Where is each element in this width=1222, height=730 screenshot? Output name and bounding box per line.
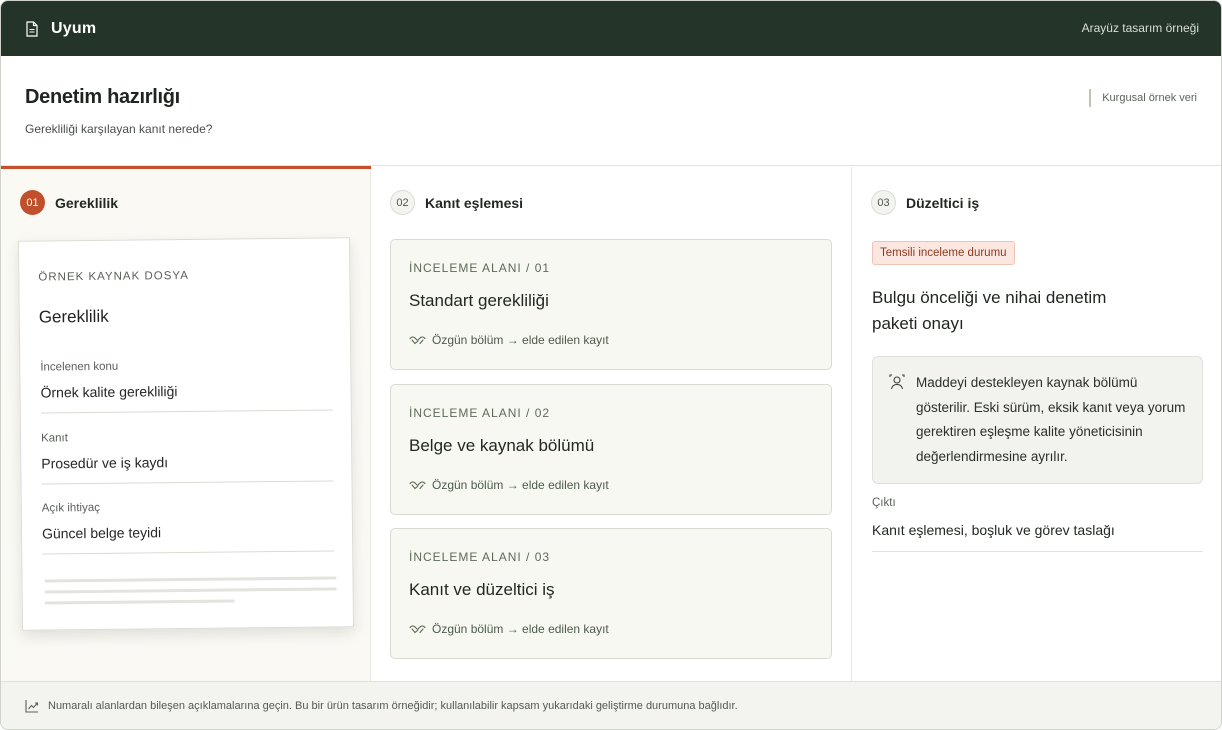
step-number: 02 bbox=[390, 190, 415, 215]
footer-text: Numaralı alanlardan bileşen açıklamalarına geçin. Bu bir ürün tasarım örneğidir; kullanılabilir kapsam yukarıdaki geliştirme durumuna bağlıdır. bbox=[48, 699, 738, 712]
output-label: Çıktı bbox=[872, 497, 896, 509]
field-label: İncelenen konu bbox=[40, 360, 119, 374]
review-area-card[interactable] bbox=[390, 528, 832, 659]
review-link-text: Özgün bölüm → elde edilen kayıt bbox=[432, 478, 609, 492]
paper-kicker: ÖRNEK KAYNAK DOSYA bbox=[38, 269, 189, 284]
placeholder-line bbox=[45, 599, 235, 604]
review-area-card[interactable] bbox=[390, 384, 832, 515]
review-link[interactable] bbox=[409, 478, 609, 492]
trend-icon bbox=[25, 699, 39, 713]
step-header-03[interactable] bbox=[871, 190, 979, 215]
review-link[interactable] bbox=[409, 333, 609, 347]
page-header bbox=[1, 56, 1221, 166]
page-subtitle: Gerekliliği karşılayan kanıt nerede? bbox=[25, 122, 213, 136]
paper-field bbox=[40, 358, 333, 413]
source-document-card bbox=[18, 237, 354, 630]
step-number: 01 bbox=[20, 190, 45, 215]
output-value: Kanıt eşlemesi, boşluk ve görev taslağı bbox=[872, 522, 1203, 552]
top-bar bbox=[1, 1, 1221, 56]
review-title: Kanıt ve düzeltici iş bbox=[409, 580, 555, 599]
field-label: Açık ihtiyaç bbox=[41, 501, 101, 515]
paper-field bbox=[42, 499, 335, 554]
paper-title: Gereklilik bbox=[38, 306, 109, 327]
step-column-corrective bbox=[852, 167, 1221, 681]
review-area-card[interactable] bbox=[390, 239, 832, 370]
placeholder-line bbox=[45, 576, 337, 582]
placeholder-line bbox=[45, 587, 337, 593]
field-value: Güncel belge teyidi bbox=[41, 524, 162, 542]
link-icon bbox=[409, 334, 426, 346]
step-number: 03 bbox=[871, 190, 896, 215]
review-kicker: İNCELEME ALANI / 02 bbox=[409, 406, 551, 420]
step-title: Düzeltici iş bbox=[906, 194, 980, 211]
app-tagline: Arayüz tasarım örneği bbox=[1081, 21, 1199, 35]
step-header-02[interactable] bbox=[390, 190, 523, 215]
status-badge: Temsili inceleme durumu bbox=[872, 241, 1015, 265]
field-value: Prosedür ve iş kaydı bbox=[41, 454, 169, 472]
review-kicker: İNCELEME ALANI / 01 bbox=[409, 261, 551, 275]
step-title: Gereklilik bbox=[55, 194, 119, 211]
step-column-requirement bbox=[1, 167, 371, 681]
paper-field bbox=[41, 429, 334, 484]
review-title: Standart gerekliliği bbox=[409, 291, 549, 310]
reviewer-icon bbox=[888, 373, 906, 391]
sample-data-badge: Kurgusal örnek veri bbox=[1089, 89, 1197, 107]
review-kicker: İNCELEME ALANI / 03 bbox=[409, 550, 551, 564]
step-title: Kanıt eşlemesi bbox=[425, 194, 524, 211]
app-name: Uyum bbox=[51, 19, 97, 37]
review-link[interactable] bbox=[409, 622, 609, 636]
review-link-text: Özgün bölüm → elde edilen kayıt bbox=[432, 333, 609, 347]
field-label: Kanıt bbox=[40, 432, 68, 445]
footer bbox=[1, 681, 1221, 729]
corrective-heading: Bulgu önceliği ve nihai denetim paketi onayı bbox=[872, 288, 1107, 333]
review-note bbox=[872, 356, 1203, 484]
brand[interactable] bbox=[25, 20, 96, 38]
document-icon bbox=[25, 21, 39, 37]
field-value: Örnek kalite gerekliliği bbox=[40, 383, 178, 401]
step-column-evidence bbox=[371, 167, 852, 681]
review-title: Belge ve kaynak bölümü bbox=[409, 436, 595, 455]
link-icon bbox=[409, 479, 426, 491]
step-header-01[interactable] bbox=[20, 190, 118, 215]
active-step-indicator bbox=[1, 166, 371, 169]
note-text: Maddeyi destekleyen kaynak bölümü gösterilir. Eski sürüm, eksik kanıt veya yorum gerektiren eşleşme kalite yöneticisinin değerlendirmesine ayrılır. bbox=[916, 375, 1186, 464]
link-icon bbox=[409, 623, 426, 635]
page-title: Denetim hazırlığı bbox=[25, 86, 180, 108]
review-link-text: Özgün bölüm → elde edilen kayıt bbox=[432, 622, 609, 636]
